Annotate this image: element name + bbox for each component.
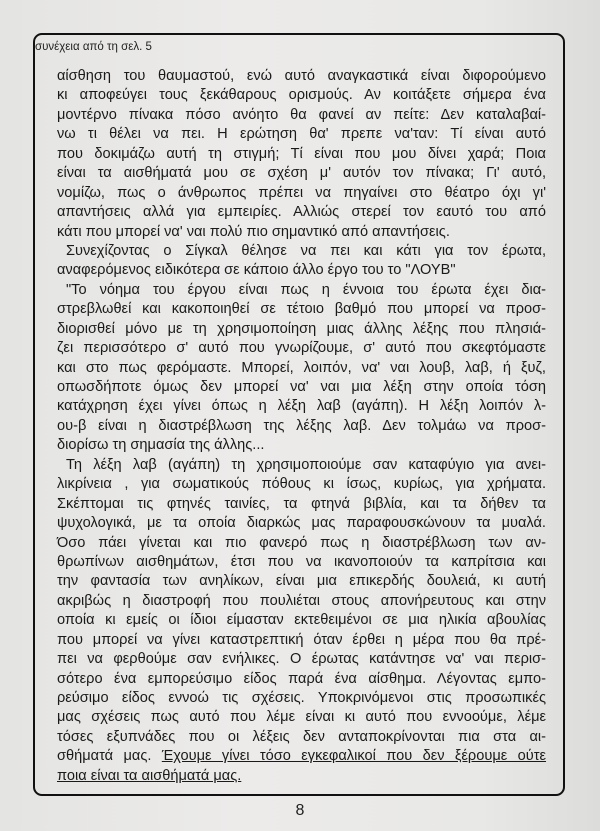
text-line-content: Συνεχίζοντας ο Σίγκαλ θέλησε να πει και κάτι για τον έρωτα, [66, 242, 546, 259]
text-line [57, 553, 546, 572]
text-line-content: σθήματά μας. [57, 748, 162, 765]
text-line-content: στρεβλωθεί και κακοποιηθεί σε τέτοιο βαθμό που μπορεί να προσ- [57, 301, 546, 318]
text-line [57, 631, 546, 650]
text-line [57, 281, 546, 300]
text-line-content: κι αποφεύγει τους ξεκάθαρους ορισμούς. Αν κοιτάξετε σήμερα ένα [57, 87, 546, 104]
text-line-content: που μπορεί να γίνει καταστρεπτική όταν έρθει η μέρα που θα πρέ- [57, 631, 546, 648]
text-line [57, 495, 546, 514]
page-number: 8 [295, 802, 305, 819]
text-line-content: κατάχρηση έχει γίνει όπως η λέξη λαβ (αγάπη). Η λέξη λοιπόν λ- [57, 398, 546, 415]
text-line-content: την φαντασία των ανηλίκων, είναι μια επικερδής δουλειά, κι αυτή [57, 573, 546, 590]
text-line [57, 650, 546, 669]
text-line-content: ψυχολογικά, με τα οποία διαρκώς μας παραφουσκώνουν τα μυαλά. [57, 515, 546, 532]
text-line-content: διορισθεί μόνο με τη χρησιμοποίηση μιας άλλης λέξης που πλησιά- [57, 320, 546, 337]
text-line-content: διορίσω τη σημασία της άλλης... [57, 437, 265, 454]
text-line [57, 339, 546, 358]
text-line [57, 106, 546, 125]
text-line [57, 261, 546, 280]
text-line-content: ου-β είναι η διαστρέβλωση της λέξης λαβ. Δεν τολμάω να προσ- [57, 417, 546, 434]
text-line [57, 670, 546, 689]
text-line-content: μοντέρνο πίνακα πόσο ανόητο θα φανεί αν πείτε: Δεν καταλαβαί- [57, 106, 546, 123]
text-line [57, 397, 546, 416]
text-line [57, 320, 546, 339]
text-line-content: ζει περισσότερο σ' αυτό που γνωρίζουμε, σ' αυτό που σκεφτόμαστε [57, 340, 546, 357]
text-line [57, 125, 546, 144]
text-line-content: Τη λέξη λαβ (αγάπη) τη χρησιμοποιούμε σαν καταφύγιο για ανει- [66, 456, 546, 473]
text-line [57, 359, 546, 378]
text-line-content: ακριβώς η διαστροφή που πουλιέται στους απονήρευτους και στην [57, 592, 546, 609]
text-line-content: οπωσδήποτε όμως δεν μπορεί να' ναι μια λέξη στην οποία τόση [57, 379, 546, 395]
text-line-content: πει να φερθούμε σαν ενήλικες. Ο έρωτας κατάντησε να' ναι περισ- [57, 651, 546, 668]
text-line [57, 203, 546, 222]
text-line-content: Όσο πάει γίνεται και πιο φανερό πως η διαστρέβλωση των αν- [57, 534, 546, 551]
text-line [57, 242, 546, 261]
text-line-content: οποία κι εμείς οι ίδιοι είμασταν εκτεθειμένοι σε μια ηλικία αβουλίας [57, 612, 546, 629]
text-line [57, 184, 546, 203]
text-line [57, 164, 546, 183]
text-line [57, 223, 546, 242]
text-line-content: και στο πως φερόμαστε. Μπορεί, λοιπόν, να' ναι λουβ, λαβ, ή ξυζ, [57, 359, 546, 376]
text-line-content: απαντήσεις αλλά για εμπειρίες. Αλλιώς στερεί τον εαυτό του από [57, 204, 546, 221]
text-line [57, 534, 546, 553]
text-line [57, 475, 546, 494]
article-body [57, 67, 546, 786]
text-line [57, 767, 546, 786]
text-line-content: τόσες εξυπνάδες που οι λέξεις δεν ανταποκρίνονται πια στα αι- [57, 728, 546, 745]
text-line [57, 378, 546, 397]
text-line [57, 611, 546, 630]
text-line [57, 145, 546, 164]
text-line-content: αίσθηση του θαυμαστού, ενώ αυτό αναγκαστικά είναι διφορούμενο [57, 68, 546, 84]
text-line-content: ρεύσιμο είδος εννοώ τις σχέσεις. Υποκρινόμενοι στις προσωπικές [57, 690, 546, 706]
continued-from-note: συνέχεια από τη σελ. 5 [35, 41, 152, 53]
text-line [57, 417, 546, 436]
text-line-content: είναι τα αισθήματά μου σε σχέση μ' αυτόν τον πίνακα; Γι' αυτό, [57, 165, 546, 182]
text-line [57, 300, 546, 319]
text-line-content: Σκέπτομαι τις φτηνές ταινίες, τα φτηνά βιβλία, και τα δήθεν τα [57, 495, 546, 512]
text-line-content: κάτι που μπορεί να' ναι πολύ πιο σημαντικό από απαντήσεις. [57, 223, 450, 240]
text-line-content: λικρίνεια , για σωματικούς πόθους κι ίσως, κυρίως, για χρήματα. [57, 476, 546, 493]
underlined-text: Έχουμε γίνει τόσο εγκεφαλικοί που δεν ξέρουμε ούτε [161, 748, 547, 765]
text-line-content: που δοκιμάζω αυτή τη στιγμή; Τί είναι που μου δίνει χαρά; Ποια [57, 145, 546, 162]
text-line-content: αναφερόμενος ειδικότερα σε κάποιο άλλο έργο του το "ΛΟΥΒ" [57, 262, 456, 279]
text-line [57, 514, 546, 533]
text-line [57, 436, 546, 455]
text-line [57, 86, 546, 105]
text-line [57, 728, 546, 747]
underlined-text: ποια είναι τα αισθήματά μας. [57, 767, 242, 784]
text-line [57, 689, 546, 708]
text-line-content: θρωπίνων αισθημάτων, έτσι που να ικανοποιούν τα καπρίτσια και [57, 553, 546, 570]
text-line [57, 456, 546, 475]
text-line-content: νομίζω, πως ο άνθρωπος πρέπει να πηγαίνει στο θέατρο όχι γι' [57, 184, 546, 201]
text-line-content: μας σχέσεις πως αυτό που λέμε είναι κι αυτό που εννοούμε, λέμε [57, 709, 546, 726]
text-line-content: σότερο ένα εμπορεύσιμο είδος παρά ένα αίσθημα. Λέγοντας εμπο- [57, 670, 546, 687]
text-line [57, 592, 546, 611]
text-line-content: νω τι θέλει να πει. Η ερώτηση θα' πρεπε να'ταν: Τί είναι αυτό [57, 126, 546, 143]
text-line [57, 708, 546, 727]
text-line [57, 67, 546, 86]
text-line [57, 572, 546, 591]
text-line [57, 747, 546, 766]
text-line-content: "Το νόημα του έργου είναι πως η έννοια του έρωτα έχει δια- [66, 281, 546, 298]
